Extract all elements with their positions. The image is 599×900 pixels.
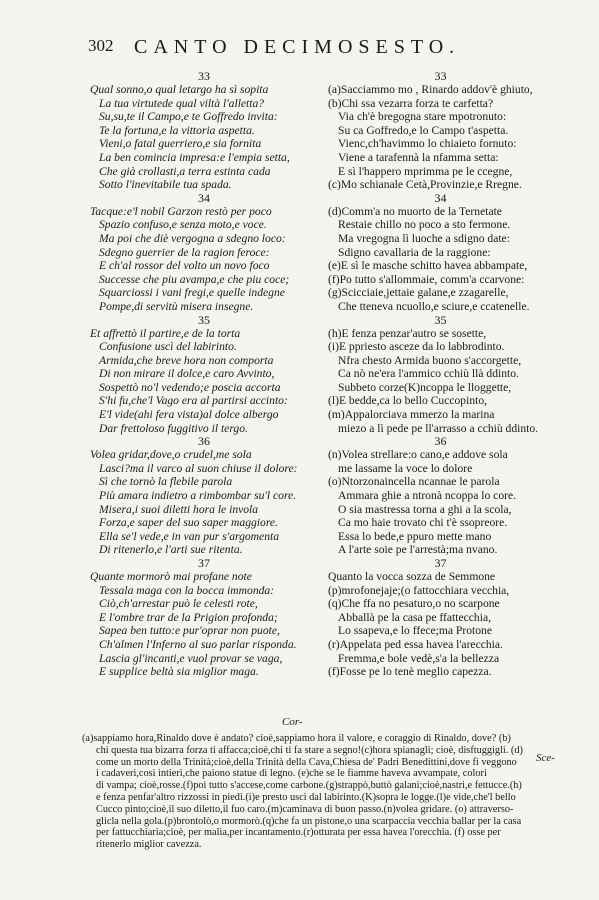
stanza <box>90 314 318 436</box>
verse-line: (d)Comm'a no muorto de la Ternetate <box>328 204 502 218</box>
stanza <box>90 435 318 557</box>
verse-line: (o)Ntorzonaincella ncannae le parola <box>328 475 500 489</box>
verse-line: Su,su,te il Campo,e te Goffredo invita: <box>99 110 278 124</box>
verse-line: Lasci?ma il varco al suon chiuse il dolore: <box>99 461 298 475</box>
verse-line: S'hi fu,che'l Vago era al partirsi accinto: <box>99 394 288 408</box>
verse-line: (m)Appalorciava mmerzo la marina <box>328 408 495 422</box>
verse-line: E'l vide(ahi fera vista)al dolce albergo <box>99 408 279 422</box>
verse-line: Abballà pe la casa pe ffattecchia, <box>338 610 491 624</box>
verse-line: (f)Po tutto s'allommaie, comm'a ccarvone: <box>328 272 525 286</box>
footnote-line: per fattucchiaria;cioè, per malia,per incantamento.(r)otturata per essa havea l'orecchia. (f) osse per <box>96 827 501 839</box>
verse-line: Via ch'è bregogna stare mpotronuto: <box>338 110 507 124</box>
verse-line: Fremma,e bole vedè,s'a la bellezza <box>338 651 500 665</box>
verse-line: Et affrettò il partire,e de la torta <box>90 326 241 340</box>
verse-line: E ch'al rossor del volto un novo foco <box>99 259 270 273</box>
verse-line: Ciò,ch'arrestar può le celesti rote, <box>99 597 258 611</box>
verse-line: (b)Chi ssa vezarra forza te carfetta? <box>328 96 494 110</box>
verse-line: (h)E fenza penzar'autro se sosette, <box>328 326 487 340</box>
verse-line: Che già crollasti,a terra estinta cada <box>99 164 271 178</box>
verse-line: (i)E ppriesto asceze da lo labbrodinto. <box>328 340 505 354</box>
stanza <box>90 70 318 192</box>
verse-line: Ca nò ne'era l'ammico cchiù llà ddinto. <box>338 367 519 381</box>
verse-line: Misera,i suoi diletti hora le invola <box>99 502 259 516</box>
verse-line: (q)Che ffa no pesaturo,o no scarpone <box>328 597 500 611</box>
verse-line: (c)Mo schianale Cetà,Provinzie,e Rregne. <box>328 178 522 192</box>
verse-line: Squarciossi i vani fregi,e quelle indegne <box>99 286 285 300</box>
footnote-line: di vampa; cioè,rosse.(f)poi tutto s'accese,come carbone.(g)strappò,buttò galani;cioè,nastri,e fettucce.(h) <box>96 780 522 792</box>
verse-line: Pompe,di servitù misera insegne. <box>99 299 254 313</box>
footnote-line: ritenerlo miglior cavezza. <box>96 839 202 851</box>
verse-line: La ben comincia impresa:e l'empia setta, <box>99 150 290 164</box>
catchword-right: Sce- <box>536 752 555 764</box>
verse-line: Tacque:e'l nobil Garzon restò per poco <box>90 204 272 218</box>
verse-line: Te la fortuna,e la vittoria aspetta. <box>99 123 255 137</box>
verse-line: Ma vregogna lì luoche a sdigno date: <box>338 231 510 245</box>
stanza <box>90 192 318 314</box>
stanza <box>90 557 318 679</box>
stanza <box>328 314 553 436</box>
running-title: CANTO DECIMOSESTO. <box>134 36 461 58</box>
verse-line: Successe che piu avampa,e che piu coce; <box>99 272 290 286</box>
footnote-line: (a)sappiamo hora,Rinaldo dove è andato? cioè,sappiamo hora il valore, e coraggio di Rinaldo, dove? (b) <box>82 733 511 744</box>
neapolitan-column <box>328 70 553 679</box>
verse-line: Che tteneva ncuollo,e sciure,e ccatenelle. <box>338 299 530 313</box>
stanza-number: 35 <box>434 312 447 327</box>
stanza-number: 36 <box>434 434 447 449</box>
verse-line: Viene a tarafennà la nfamma setta: <box>338 150 499 164</box>
footnote-line: come un morto della Trinità;cioè,della Trinità della Cava,Chiesa de' Padri Benedittini,dove fi veggono <box>96 756 517 768</box>
verse-line: (e)E sì le masche schitto havea abbampate, <box>328 259 528 273</box>
verse-line: (l)E bedde,ca lo bello Cuccopinto, <box>328 394 488 408</box>
verse-line: Vienc,ch'havimmo lo chiaieto fornuto: <box>338 137 517 151</box>
page-number: 302 <box>88 36 114 55</box>
verse-line: Qual sonno,o qual letargo ha sì sopita <box>90 83 269 96</box>
verse-line: Di non mirare il dolce,e caro Avvinto, <box>99 367 275 381</box>
stanza-number: 33 <box>434 69 447 83</box>
verse-line: Nfra chesto Armida buono s'accorgette, <box>338 353 522 367</box>
verse-line: Sdigno cavallaria de la raggione: <box>338 245 491 259</box>
verse-line: (n)Volea strellare:o cano,e addove sola <box>328 448 508 462</box>
verse-line: Più amara indietro a rimbombar su'l core. <box>99 489 297 503</box>
verse-line: Sotto l'inevitabile tua spada. <box>99 178 232 192</box>
stanza-number: 37 <box>198 556 210 570</box>
verse-line: Ch'almen l'Inferno al suo parlar risponda. <box>99 637 297 651</box>
footnote-line: glicla nella gola.(p)brontolò,o mormorò.(q)che fa un pistone,o una scarpaccia vecchia ballar per la casa <box>96 815 522 827</box>
footnote-line: chi questa tua bizarra forza ti affacca;cioè,chi ti fa stare a segno!(c)hora spianagli; cioè, disftuggigli. (d) <box>96 744 523 756</box>
catchword-left: Cor- <box>282 716 303 728</box>
verse-line: Ca mo haie trovato chi t'è ssopreore. <box>338 516 508 530</box>
footnote-line: i cadaveri,così intieri,che paiono statue di legno. (e)che se le fiamme haveva avvampate, colori <box>96 768 487 780</box>
verse-line: Spazio confuso,e senza moto,e voce. <box>99 218 267 232</box>
stanza-number: 34 <box>198 190 210 205</box>
verse-line: (r)Appelata ped essa havea l'arecchia. <box>328 637 503 651</box>
footnotes <box>82 733 548 851</box>
stanza <box>328 192 553 314</box>
stanza <box>328 435 553 557</box>
verse-line: La tua virtutede qual viltà l'alletta? <box>99 96 265 110</box>
verse-line: (a)Sacciammo mo , Rinardo addov'è ghiuto, <box>328 83 533 96</box>
verse-line: Dar frettoloso fuggitivo il tergo. <box>99 421 248 435</box>
stanza-number: 33 <box>198 69 210 83</box>
verse-line: O sia mastressa torna a ghi a la scola, <box>338 502 512 516</box>
verse-line: Ma poi che diè vergogna a sdegno loco: <box>99 231 286 245</box>
italian-column <box>90 70 318 679</box>
verse-line: (g)Scicciaie,jettaie galane,e zzagarelle, <box>328 286 509 300</box>
verse-line: Confusione uscì del labirinto. <box>99 340 237 354</box>
verse-line: Vieni,o fatal guerriero,e sia fornita <box>99 137 262 151</box>
verse-line: Sdegno guerrier de la ragion feroce: <box>99 245 270 259</box>
verse-line: Tessala maga con la bocca immonda: <box>99 583 275 597</box>
stanza <box>328 557 553 679</box>
verse-line: Subbeto corze(K)ncoppa le lloggette, <box>338 380 512 394</box>
verse-line: Lascia gl'incanti,e vuol provar se vaga, <box>99 651 283 665</box>
verse-line: Volea gridar,dove,o crudel,me sola <box>90 448 252 462</box>
stanza-number: 37 <box>434 556 447 570</box>
verse-line: Quanto la vocca sozza de Semmone <box>328 570 496 583</box>
verse-line: Sospettò no'l vedendo;e poscia accorta <box>99 380 281 394</box>
stanza-number: 34 <box>434 190 447 205</box>
verse-line: E l'ombre trar de la Prigion profonda; <box>99 610 278 624</box>
verse-line: Su ca Goffredo,e lo Campo t'aspetta. <box>338 123 509 137</box>
page-header <box>74 36 544 62</box>
verse-line: Forza,e saper del suo saper maggiore. <box>99 516 278 530</box>
verse-line: Essa lo bede,e ppuro mette mano <box>338 529 492 543</box>
stanza-number: 36 <box>198 434 210 449</box>
footnote-line: Cucco pinto;cioè,il suo diletto,il fuo caro.(m)caminava di buon passo.(n)volea gridare. (o) attraverso- <box>96 803 514 815</box>
verse-line: Quante mormorò mai profane note <box>90 570 252 583</box>
stanza <box>328 70 553 192</box>
verse-line: Lo ssapeva,e lo ffece;ma Protone <box>338 624 492 638</box>
footnote-line: e fenza penfar'altro rizzossi in piedi.(i)e presto uscì dal labirinto.(K)sopra le logge.(l)e vide,che'l bello <box>96 791 516 803</box>
verse-line: Sì che tornò la flebile parola <box>99 475 233 489</box>
stanza-number: 35 <box>198 312 210 327</box>
verse-line: Ella se'l vede,e in van pur s'argomenta <box>99 529 280 543</box>
verse-line: miezo a lì pede pe ll'arrasso a cchiù ddinto. <box>338 421 539 435</box>
verse-line: Sapea ben tutto:e pur'oprar non puote, <box>99 624 280 638</box>
verse-line: E supplice beltà sia miglior maga. <box>99 665 259 679</box>
verse-line: Armida,che breve hora non comporta <box>99 353 274 367</box>
verse-line: Di ritenerlo,e l'arti sue ritenta. <box>99 543 243 557</box>
verse-line: Ammara ghie a ntronà ncoppa lo core. <box>338 489 517 503</box>
verse-line: E sì l'happero mprimma pe le ccegne, <box>338 164 513 178</box>
verse-line: (f)Fosse pe lo tenè meglio capezza. <box>328 665 492 679</box>
verse-line: (p)mrofonejaje;(o fattocchiara vecchia, <box>328 583 510 597</box>
verse-line: Restaie chillo no poco a sto fermone. <box>338 218 511 232</box>
verse-line: me lassame la voce lo dolore <box>338 461 473 475</box>
verse-line: A l'arte soie pe l'arrestà;ma nvano. <box>338 543 498 557</box>
